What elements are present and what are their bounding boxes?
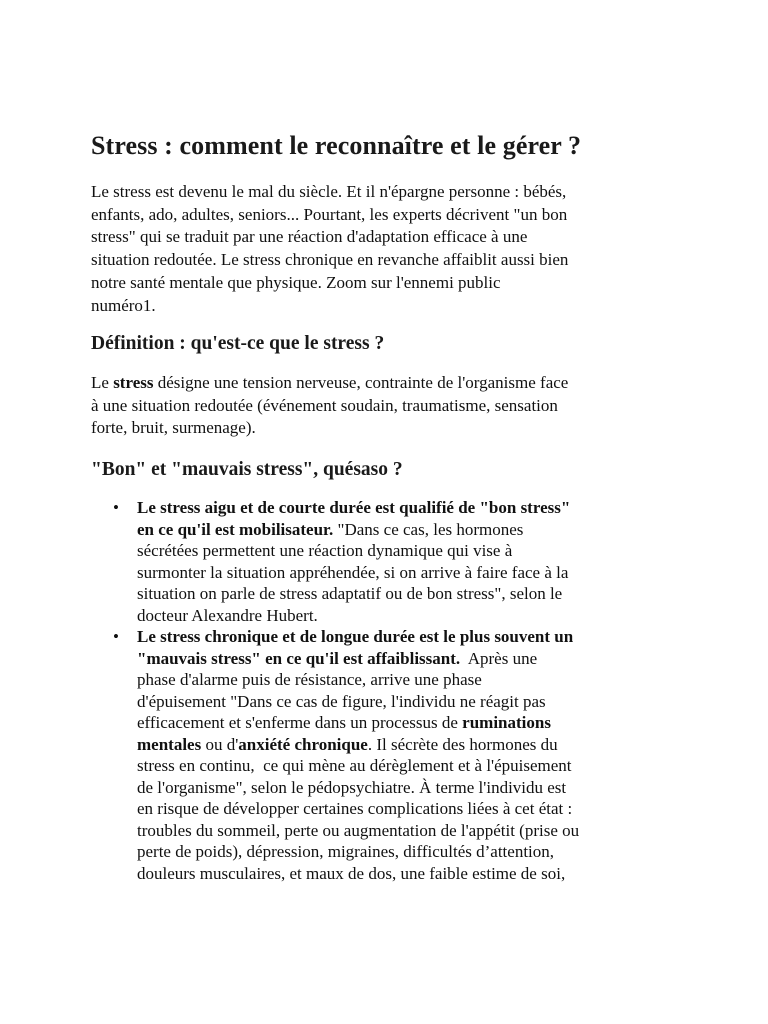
bold-run: Le stress aigu et de courte durée est qualifié de "bon stress" (137, 498, 571, 517)
bold-term: ruminations (462, 713, 551, 732)
section-heading-definition: Définition : qu'est-ce que le stress ? (91, 333, 385, 354)
list-line: sécrétées permettent une réaction dynamique qui vise à (137, 541, 513, 560)
bold-run: Le stress chronique et de longue durée est le plus souvent un (137, 627, 574, 646)
page-title: Stress : comment le reconnaître et le gérer ? (91, 131, 582, 160)
list-line: en risque de développer certaines complications liées à cet état : (137, 799, 573, 818)
list-line: surmonter la situation appréhendée, si on arrive à faire face à la (137, 562, 569, 582)
bullet-icon: • (113, 498, 119, 517)
text-run: Le (91, 373, 114, 392)
list-line: douleurs musculaires, et maux de dos, une faible estime de soi, (137, 863, 566, 883)
intro-line: enfants, ado, adultes, seniors... Pourtant, les experts décrivent "un bon (91, 204, 568, 224)
intro-line: Le stress est devenu le mal du siècle. Et il n'épargne personne : bébés, (91, 182, 567, 201)
text-run: . Il sécrète des hormones du (367, 734, 558, 754)
intro-paragraph (91, 181, 691, 317)
bold-term: anxiété chronique (238, 734, 368, 754)
text-run: désigne une tension nerveuse, contrainte de l'organisme face (153, 373, 569, 392)
list-line: perte de poids), dépression, migraines, difficultés d’attention, (137, 842, 555, 861)
list-line (137, 497, 701, 519)
list-line: situation on parle de stress adaptatif ou de bon stress", selon le (137, 584, 563, 603)
list-item (91, 497, 701, 626)
list-item (91, 626, 701, 884)
text-run: "Dans ce cas, les hormones (333, 519, 524, 539)
list-line (137, 626, 701, 648)
list-line: phase d'alarme puis de résistance, arrive une phase (137, 670, 482, 689)
text-run: ou d' (201, 734, 239, 754)
intro-line: notre santé mentale que physique. Zoom sur l'ennemi public (91, 272, 501, 292)
bullet-icon: • (113, 627, 119, 646)
definition-line (91, 372, 691, 395)
list-line: stress en continu, ce qui mène au dérèglement et à l'épuisement (137, 756, 572, 775)
definition-line: forte, bruit, surmenage). (91, 418, 256, 438)
bold-term: stress (113, 373, 154, 392)
list-line (137, 712, 701, 734)
section-heading-good-bad-stress: "Bon" et "mauvais stress", quésaso ? (91, 459, 403, 480)
bold-term: mentales (137, 734, 202, 754)
definition-line: à une situation redoutée (événement soudain, traumatisme, sensation (91, 395, 558, 415)
intro-line: situation redoutée. Le stress chronique en revanche affaiblit aussi bien (91, 250, 569, 270)
bold-run: en ce qu'il est mobilisateur. (137, 519, 334, 539)
intro-line: numéro1. (91, 295, 156, 315)
text-run: Après une (460, 648, 538, 668)
list-line (137, 519, 701, 541)
intro-line: stress" qui se traduit par une réaction d'adaptation efficace à une (91, 227, 528, 247)
list-line (137, 734, 701, 756)
bullet-list (91, 497, 701, 884)
bold-run: "mauvais stress" en ce qu'il est affaiblissant. (137, 648, 461, 668)
list-line: troubles du sommeil, perte ou augmentation de l'appétit (prise ou (137, 820, 580, 840)
list-line: docteur Alexandre Hubert. (137, 605, 318, 625)
list-line: d'épuisement "Dans ce cas de figure, l'individu ne réagit pas (137, 691, 546, 711)
list-line: de l'organisme", selon le pédopsychiatre. À terme l'individu est (137, 777, 567, 797)
text-run: efficacement et s'enferme dans un processus de (137, 713, 463, 732)
definition-paragraph (91, 372, 691, 440)
list-line (137, 648, 701, 670)
